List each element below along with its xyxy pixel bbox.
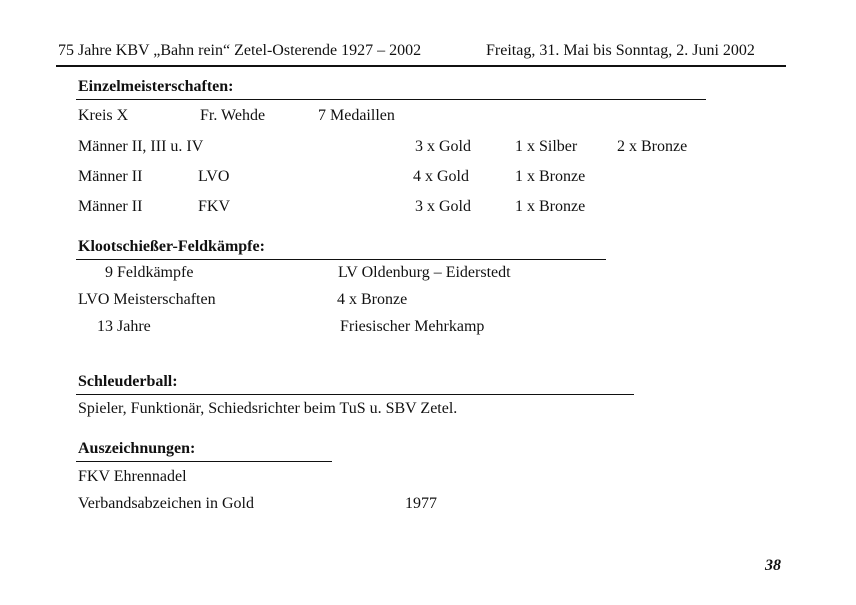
kloot-row2-title: LVO Meisterschaften xyxy=(78,291,216,308)
einzel-row3-bronze: 1 x Bronze xyxy=(515,168,586,185)
einzel-row1-category: Kreis X xyxy=(78,107,129,124)
section-rule-auszeichnungen xyxy=(76,461,332,462)
header-rule xyxy=(56,65,786,67)
einzel-row4-bronze: 1 x Bronze xyxy=(515,198,586,215)
kloot-row3-years: 13 Jahre xyxy=(97,318,151,335)
section-rule-klootschiesser xyxy=(76,259,606,260)
einzel-row3-category: Männer II xyxy=(78,168,143,185)
kloot-row3-detail: Friesischer Mehrkamp xyxy=(340,318,485,335)
header-left: 75 Jahre KBV „Bahn rein“ Zetel-Osterende 1927 – 2002 xyxy=(58,42,422,59)
einzel-row2-silber: 1 x Silber xyxy=(515,138,578,155)
section-heading-schleuderball: Schleuderball: xyxy=(78,373,178,390)
kloot-row1-count: 9 Feldkämpfe xyxy=(105,264,194,281)
page-number: 38 xyxy=(765,557,781,574)
einzel-row3-association: LVO xyxy=(198,168,230,185)
kloot-row1-detail: LV Oldenburg – Eiderstedt xyxy=(338,264,511,281)
einzel-row2-category: Männer II, III u. IV xyxy=(78,138,204,155)
auszeichnung-row2-year: 1977 xyxy=(405,495,437,512)
section-heading-klootschiesser: Klootschießer-Feldkämpfe: xyxy=(78,238,265,255)
section-heading-einzelmeisterschaften: Einzelmeisterschaften: xyxy=(78,78,234,95)
auszeichnung-row1: FKV Ehrennadel xyxy=(78,468,187,485)
section-rule-schleuderball xyxy=(76,394,634,395)
section-rule-einzelmeisterschaften xyxy=(76,99,706,100)
auszeichnung-row2-title: Verbandsabzeichen in Gold xyxy=(78,495,254,512)
einzel-row3-gold: 4 x Gold xyxy=(413,168,469,185)
einzel-row2-gold: 3 x Gold xyxy=(415,138,471,155)
einzel-row4-association: FKV xyxy=(198,198,231,215)
einzel-row4-category: Männer II xyxy=(78,198,143,215)
einzel-row4-gold: 3 x Gold xyxy=(415,198,471,215)
kloot-row2-detail: 4 x Bronze xyxy=(337,291,408,308)
einzel-row2-bronze: 2 x Bronze xyxy=(617,138,688,155)
section-heading-auszeichnungen: Auszeichnungen: xyxy=(78,440,196,457)
schleuder-text: Spieler, Funktionär, Schiedsrichter beim TuS u. SBV Zetel. xyxy=(78,400,458,417)
einzel-row1-name: Fr. Wehde xyxy=(200,107,266,124)
header-right: Freitag, 31. Mai bis Sonntag, 2. Juni 2002 xyxy=(486,42,755,59)
einzel-row1-medals: 7 Medaillen xyxy=(318,107,395,124)
